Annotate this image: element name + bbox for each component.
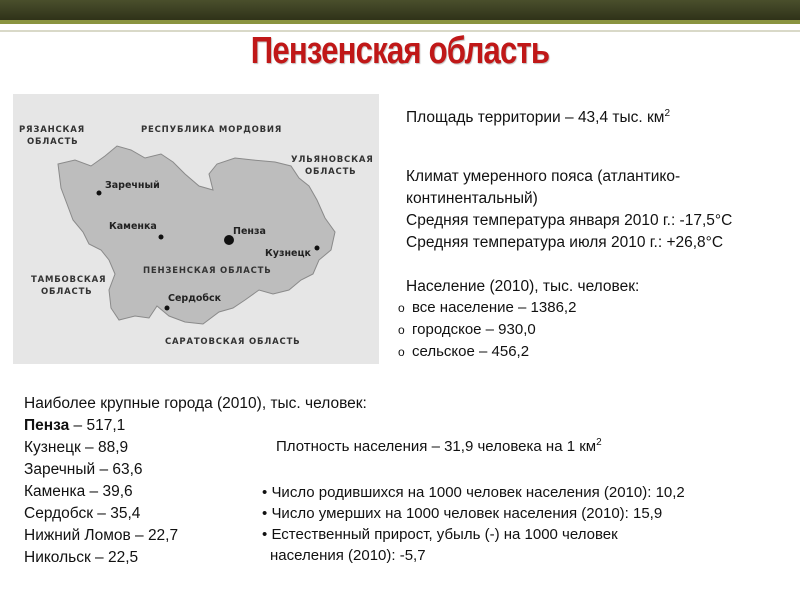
city-label-kamenka: Каменка [109, 221, 157, 232]
vital-deaths [262, 503, 662, 524]
city-item: Заречный – 63,6 [24, 461, 143, 478]
area-line [406, 103, 670, 129]
city-item: Никольск – 22,5 [24, 549, 139, 566]
city-dot-kuznetsk [315, 246, 320, 251]
city-item: Сердобск – 35,4 [24, 505, 141, 522]
bullet-marker: • [262, 484, 268, 501]
births-text: Число родившихся на 1000 человек населения (2010): 10,2 [271, 484, 685, 501]
top-bar-dark [0, 0, 800, 20]
region-label: ПЕНЗЕНСКАЯ ОБЛАСТЬ [143, 266, 272, 276]
population-item-rural [398, 341, 529, 363]
neighbor-label-saratov: САРАТОВСКАЯ ОБЛАСТЬ [165, 337, 301, 347]
top-bar-stripe [0, 20, 800, 24]
city-label-zarechny: Заречный [105, 180, 160, 191]
population-item-text: сельское – 456,2 [412, 343, 530, 360]
temperature-july: Средняя температура июля 2010 г.: +26,8°С [406, 234, 724, 251]
population-title: Население (2010), тыс. человек: [406, 278, 640, 295]
cities-title: Наиболее крупные города (2010), тыс. человек: [24, 395, 367, 412]
neighbor-label-tambov-2: ОБЛАСТЬ [41, 287, 93, 297]
climate-line-2: континентальный) [406, 190, 538, 207]
bullet-marker: o [398, 345, 405, 359]
neighbor-label-ryazan-1: РЯЗАНСКАЯ [19, 125, 86, 135]
neighbor-label-mordovia: РЕСПУБЛИКА МОРДОВИЯ [141, 125, 283, 135]
growth-text-2: населения (2010): -5,7 [270, 547, 426, 564]
area-text: Площадь территории – 43,4 тыс. км [406, 109, 665, 127]
region-map [13, 94, 379, 364]
city-value-penza: – 517,1 [69, 417, 126, 434]
bullet-marker: • [262, 505, 268, 522]
area-sup: 2 [664, 108, 671, 119]
population-item-total [398, 297, 576, 319]
city-item: Каменка – 39,6 [24, 483, 133, 500]
vital-growth [262, 524, 618, 545]
temperature-january: Средняя температура января 2010 г.: -17,5°С [406, 212, 733, 229]
bullet-marker: o [398, 301, 405, 315]
city-item-penza [24, 415, 125, 437]
population-item-text: городское – 930,0 [412, 321, 536, 338]
climate-line-1: Климат умеренного пояса (атлантико- [406, 168, 681, 185]
density-sup: 2 [596, 437, 602, 448]
neighbor-label-ulyanovsk-2: ОБЛАСТЬ [305, 167, 357, 177]
bullet-marker: • [262, 526, 268, 543]
city-dot-serdobsk [165, 306, 170, 311]
population-item-urban [398, 319, 536, 341]
city-label-kuznetsk: Кузнецк [265, 248, 311, 259]
growth-text-1: Естественный прирост, убыль (-) на 1000 человек [271, 526, 618, 543]
density-line [276, 432, 602, 458]
page-title: Пензенская область [250, 30, 550, 72]
top-decorative-bar [0, 0, 800, 24]
vital-births [262, 482, 685, 503]
bullet-marker: o [398, 323, 405, 337]
city-dot-zarechny [97, 191, 102, 196]
city-label-penza: Пенза [233, 226, 266, 237]
city-dot-kamenka [159, 235, 164, 240]
city-item: Кузнецк – 88,9 [24, 439, 129, 456]
deaths-text: Число умерших на 1000 человек населения (2010): 15,9 [271, 505, 663, 522]
city-name-penza: Пенза [24, 417, 70, 434]
city-item: Нижний Ломов – 22,7 [24, 527, 179, 544]
density-text: Плотность населения – 31,9 человека на 1 км [276, 438, 597, 455]
population-item-text: все население – 1386,2 [412, 299, 577, 316]
neighbor-label-tambov-1: ТАМБОВСКАЯ [31, 275, 107, 285]
neighbor-label-ryazan-2: ОБЛАСТЬ [27, 137, 79, 147]
neighbor-label-ulyanovsk-1: УЛЬЯНОВСКАЯ [291, 155, 374, 165]
city-label-serdobsk: Сердобск [168, 293, 222, 304]
